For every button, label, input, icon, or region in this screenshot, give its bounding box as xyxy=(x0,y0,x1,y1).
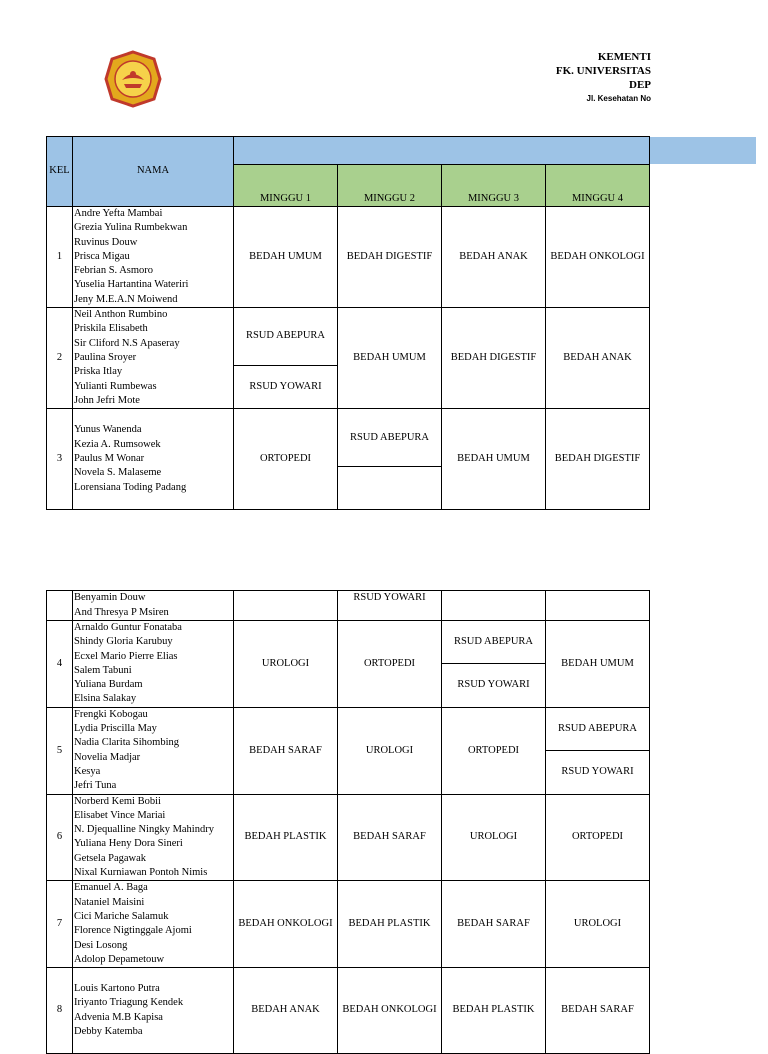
rotation-cell: BEDAH UMUM xyxy=(546,621,650,708)
rotation-cell: ORTOPEDI xyxy=(338,621,442,708)
member-name: Yuliana Heny Dora Sineri xyxy=(74,838,183,850)
rotation-cell: ORTOPEDI xyxy=(546,794,650,881)
header-minggu-4: MINGGU 4 xyxy=(546,165,650,207)
header-ministry: KEMENTI xyxy=(597,51,651,63)
member-name: Febrian S. Asmoro xyxy=(74,265,154,277)
rotation-cell: BEDAH ONKOLOGI xyxy=(234,881,338,968)
member-name: Ecxel Mario Pierre Elias xyxy=(74,650,178,662)
member-name: Yulianti Rumbewas xyxy=(74,380,157,392)
member-name: Elsina Salakay xyxy=(74,693,137,705)
header-kel: KEL xyxy=(47,137,73,207)
group-members xyxy=(73,794,234,881)
member-name: Emanuel A. Baga xyxy=(74,882,148,894)
group-members xyxy=(73,621,234,708)
member-name: Novelia Madjar xyxy=(74,751,141,763)
rotation-cell: BEDAH SARAF xyxy=(546,968,650,1054)
rotation-cell: BEDAH DIGESTIF xyxy=(338,207,442,308)
table-row xyxy=(47,591,650,621)
kel-number: 4 xyxy=(47,621,73,708)
kel-number: 2 xyxy=(47,308,73,409)
member-name: Lorensiana Toding Padang xyxy=(74,481,187,493)
rotation-cell: BEDAH PLASTIK xyxy=(234,794,338,881)
member-name: Priskila Elisabeth xyxy=(74,323,148,335)
member-name: Shindy Gloria Karubuy xyxy=(74,636,173,648)
rotation-cell: BEDAH ANAK xyxy=(546,308,650,409)
rotation-cell: ORTOPEDI xyxy=(234,409,338,510)
member-name: Prisca Migau xyxy=(74,250,130,262)
member-name: Nixal Kurniawan Pontoh Nimis xyxy=(74,867,208,879)
member-name: Louis Kartono Putra xyxy=(74,983,160,995)
table-row xyxy=(47,968,650,1054)
rotation-cell: BEDAH UMUM xyxy=(234,207,338,308)
header-minggu-2: MINGGU 2 xyxy=(338,165,442,207)
group-members xyxy=(73,207,234,308)
kel-number-cont xyxy=(47,591,73,621)
member-name: Elisabet Vince Mariai xyxy=(74,809,166,821)
kel-number: 1 xyxy=(47,207,73,308)
member-name: John Jefri Mote xyxy=(74,394,140,406)
rotation-cell: BEDAH SARAF xyxy=(234,707,338,794)
group-members xyxy=(73,409,234,510)
rotation-cell: BEDAH UMUM xyxy=(338,308,442,409)
member-name: Getsela Pagawak xyxy=(74,852,147,864)
table-row xyxy=(47,881,650,968)
member-name: Paulina Sroyer xyxy=(74,351,137,363)
rotation-cell: BEDAH ONKOLOGI xyxy=(546,207,650,308)
member-name: Yunus Wanenda xyxy=(74,424,142,436)
rotation-cell: ORTOPEDI xyxy=(442,707,546,794)
kel-number: 3 xyxy=(47,409,73,510)
rotation-cell: BEDAH PLASTIK xyxy=(442,968,546,1054)
member-name: Yuliana Burdam xyxy=(74,679,143,691)
member-name: Sir Cliford N.S Apaseray xyxy=(74,337,180,349)
member-name: Arnaldo Guntur Fonataba xyxy=(74,622,182,633)
header-department: DEP xyxy=(629,79,651,91)
table-row xyxy=(47,794,650,881)
member-name: Salem Tabuni xyxy=(74,664,132,676)
member-name: Cici Mariche Salamuk xyxy=(74,910,169,922)
rotation-cell: BEDAH SARAF xyxy=(338,794,442,881)
rotation-cell: BEDAH UMUM xyxy=(442,409,546,510)
member-name: Andre Yefta Mambai xyxy=(74,208,163,219)
kel-number: 8 xyxy=(47,968,73,1054)
rotation-cell: RSUD ABEPURA xyxy=(338,409,442,467)
rotation-cell: RSUD YOWARI xyxy=(442,664,546,707)
rotation-cell xyxy=(546,591,650,621)
member-name: N. Djequalline Ningky Mahindry xyxy=(74,824,214,836)
table-row xyxy=(47,621,650,664)
member-name: Florence Nigtinggale Ajomi xyxy=(74,925,192,937)
rotation-cell xyxy=(442,591,546,621)
header-week-group xyxy=(234,137,650,165)
header-faculty: FK. UNIVERSITAS xyxy=(555,65,651,77)
schedule-table-bottom xyxy=(46,590,650,1054)
rotation-cell: RSUD YOWARI xyxy=(546,751,650,794)
member-name: Novela S. Malaseme xyxy=(74,467,162,479)
member-name: Grezia Yulina Rumbekwan xyxy=(74,222,188,234)
rotation-cell xyxy=(338,467,442,510)
member-name: Nataniel Maisini xyxy=(74,896,145,908)
rotation-cell: RSUD ABEPURA xyxy=(234,308,338,366)
group-members xyxy=(73,308,234,409)
page-bottom xyxy=(0,592,652,1037)
rotation-cell: BEDAH ANAK xyxy=(234,968,338,1054)
group-members xyxy=(73,707,234,794)
rotation-cell: UROLOGI xyxy=(546,881,650,968)
member-name: Nadia Clarita Sihombing xyxy=(74,737,179,749)
member-name: Norberd Kemi Bobii xyxy=(74,795,161,807)
member-name: Jeny M.E.A.N Moiwend xyxy=(74,293,178,305)
header-address: Jl. Kesehatan No xyxy=(586,94,651,103)
rotation-cell: RSUD ABEPURA xyxy=(442,621,546,664)
member-name: Priska Itlay xyxy=(74,366,123,378)
header-nama: NAMA xyxy=(73,137,234,207)
page-top xyxy=(0,0,652,493)
member-name: Frengki Kobogau xyxy=(74,708,148,720)
group-members xyxy=(73,968,234,1054)
member-name: Adolop Depametouw xyxy=(74,953,165,965)
rotation-cell: RSUD YOWARI xyxy=(234,366,338,409)
rotation-cell: BEDAH ONKOLOGI xyxy=(338,968,442,1054)
table-row xyxy=(47,409,650,467)
header-minggu-3: MINGGU 3 xyxy=(442,165,546,207)
member-name: Lydia Priscilla May xyxy=(74,723,157,735)
table-row xyxy=(47,207,650,308)
header-minggu-1: MINGGU 1 xyxy=(234,165,338,207)
table-row xyxy=(47,707,650,750)
member-name: Desi Losong xyxy=(74,939,128,951)
rotation-cell: RSUD YOWARI xyxy=(338,591,442,621)
member-name: Jefri Tuna xyxy=(74,780,117,792)
kel-number: 6 xyxy=(47,794,73,881)
member-name: Debby Katemba xyxy=(74,1025,143,1037)
rotation-cell: UROLOGI xyxy=(442,794,546,881)
member-name: Ruvinus Douw xyxy=(74,236,138,248)
member-name: And Thresya P Msiren xyxy=(74,606,169,618)
member-name: Paulus M Wonar xyxy=(74,453,145,464)
member-name: Yuselia Hartantina Wateriri xyxy=(74,279,189,291)
rotation-cell xyxy=(234,591,338,621)
schedule-table-top xyxy=(46,136,650,510)
rotation-cell: BEDAH DIGESTIF xyxy=(546,409,650,510)
member-name: Advenia M.B Kapisa xyxy=(74,1011,163,1023)
rotation-cell: RSUD ABEPURA xyxy=(546,707,650,750)
rotation-cell: BEDAH ANAK xyxy=(442,207,546,308)
rotation-cell: UROLOGI xyxy=(234,621,338,708)
group-members xyxy=(73,881,234,968)
rotation-cell: BEDAH SARAF xyxy=(442,881,546,968)
kel-number: 7 xyxy=(47,881,73,968)
table-row xyxy=(47,308,650,366)
rotation-cell: UROLOGI xyxy=(338,707,442,794)
group-members xyxy=(73,591,234,621)
rotation-cell: BEDAH PLASTIK xyxy=(338,881,442,968)
member-name: Neil Anthon Rumbino xyxy=(74,309,168,321)
rotation-cell: BEDAH DIGESTIF xyxy=(442,308,546,409)
member-name: Benyamin Douw xyxy=(74,592,146,604)
member-name: Kesya xyxy=(74,765,101,777)
member-name: Kezia A. Rumsowek xyxy=(74,438,161,450)
member-name: Iriyanto Triagung Kendek xyxy=(74,997,184,1009)
kel-number: 5 xyxy=(47,707,73,794)
